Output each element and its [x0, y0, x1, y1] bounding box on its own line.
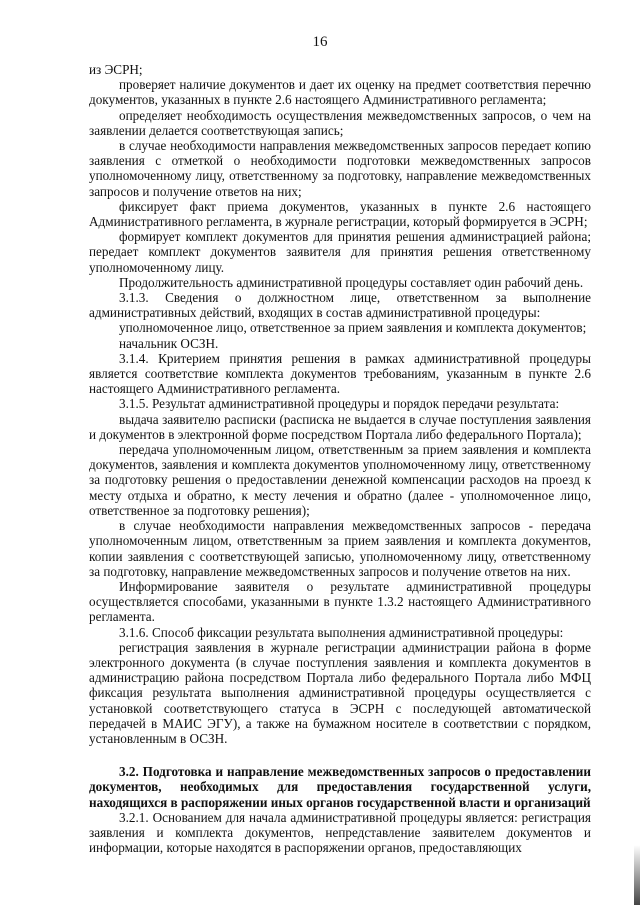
- paragraph-3-1-4: 3.1.4. Критерием принятия решения в рамках административной процедуры является соответствие комплекта документов требованиям, указанным в пункте 2.6 настоящего Административного регламента.: [89, 350, 591, 397]
- paragraph-3-1-6: 3.1.6. Способ фиксации результата выполнения административной процедуры:: [119, 624, 564, 640]
- document-body: [89, 62, 591, 855]
- paragraph-3-1-3: 3.1.3. Сведения о должностном лице, ответственном за выполнение административных действий, входящих в состав административной процедуры:: [89, 290, 591, 321]
- section-heading-3-2: 3.2. Подготовка и направление межведомственных запросов о предоставлении документов, необходимых для предоставления государственной услуги, находящихся в распоряжении иных органов государственной власти и организаций: [89, 764, 591, 810]
- paragraph: в случае необходимости направления межведомственных запросов передает копию заявления с отметкой о необходимости подготовки межведомственных запросов уполномоченному лицу, ответственному за подготовку, направление межведомственных запросов и получение ответов на них;: [89, 138, 591, 199]
- paragraph: начальник ОСЗН.: [119, 335, 219, 351]
- paragraph: определяет необходимость осуществления межведомственных запросов, о чем на заявлении делается соответствующая запись;: [89, 107, 591, 138]
- paragraph: Информирование заявителя о результате административной процедуры осуществляется способами, указанными в пункте 1.3.2 настоящего Административного регламента.: [89, 578, 591, 625]
- scan-edge-shadow: [634, 845, 640, 905]
- page-number: 16: [312, 34, 328, 50]
- paragraph: в случае необходимости направления межведомственных запросов - передача уполномоченным лицом, ответственным за прием заявления и комплекта документов, копии заявления с соответствующей записью, уполномоченному лицу, ответственному за подготовку, направление межведомственных запросов и получение ответов на них.: [89, 518, 591, 579]
- paragraph: формирует комплект документов для принятия решения администрацией района; передает комплект документов заявителя для принятия решения ответственному уполномоченному лицу.: [89, 229, 591, 275]
- paragraph: регистрация заявления в журнале регистрации администрации района в форме электронного документа (в случае поступления заявления и комплекта документов в администрацию района посредством Портала либо федерального Портала либо МФЦ фиксация результата выполнения административной процедуры осуществляется с установкой соответствующего статуса в ЭСРН с последующей автоматической передачей в МАИС ЭГУ), а также на бумажном носителе в соответствии с порядком, установленным в ОСЗН.: [89, 639, 591, 746]
- paragraph: уполномоченное лицо, ответственное за прием заявления и комплекта документов;: [119, 320, 587, 336]
- paragraph: проверяет наличие документов и дает их оценку на предмет соответствия перечню документов, указанных в пункте 2.6 настоящего Административного регламента;: [89, 77, 591, 108]
- paragraph-3-2-1: 3.2.1. Основанием для начала административной процедуры является: регистрация заявления и комплекта документов, непредставление заявителем документов и информации, которые находятся в распоряжении органов, предоставляющих: [89, 809, 591, 856]
- paragraph: фиксирует факт приема документов, указанных в пункте 2.6 настоящего Административного регламента, в журнале регистрации, который формируется в ЭСРН;: [89, 198, 591, 230]
- paragraph: Продолжительность административной процедуры составляет один рабочий день.: [119, 274, 584, 290]
- paragraph: выдача заявителю расписки (расписка не выдается в случае поступления заявления и документов в электронной форме посредством Портала либо федерального Портала);: [89, 411, 591, 442]
- paragraph-continuation: из ЭСРН;: [89, 62, 143, 77]
- paragraph-3-1-5: 3.1.5. Результат административной процедуры и порядок передачи результата:: [119, 396, 560, 412]
- paragraph: передача уполномоченным лицом, ответственным за прием заявления и комплекта документов, заявления и комплекта документов уполномоченному лицу, ответственному за подготовку решения о предоставлении денежной компенсации расходов на проезд к месту отдыха и обратно, к месту лечения и обратно (далее - уполномоченное лицо, ответственное за подготовку решения);: [89, 442, 591, 518]
